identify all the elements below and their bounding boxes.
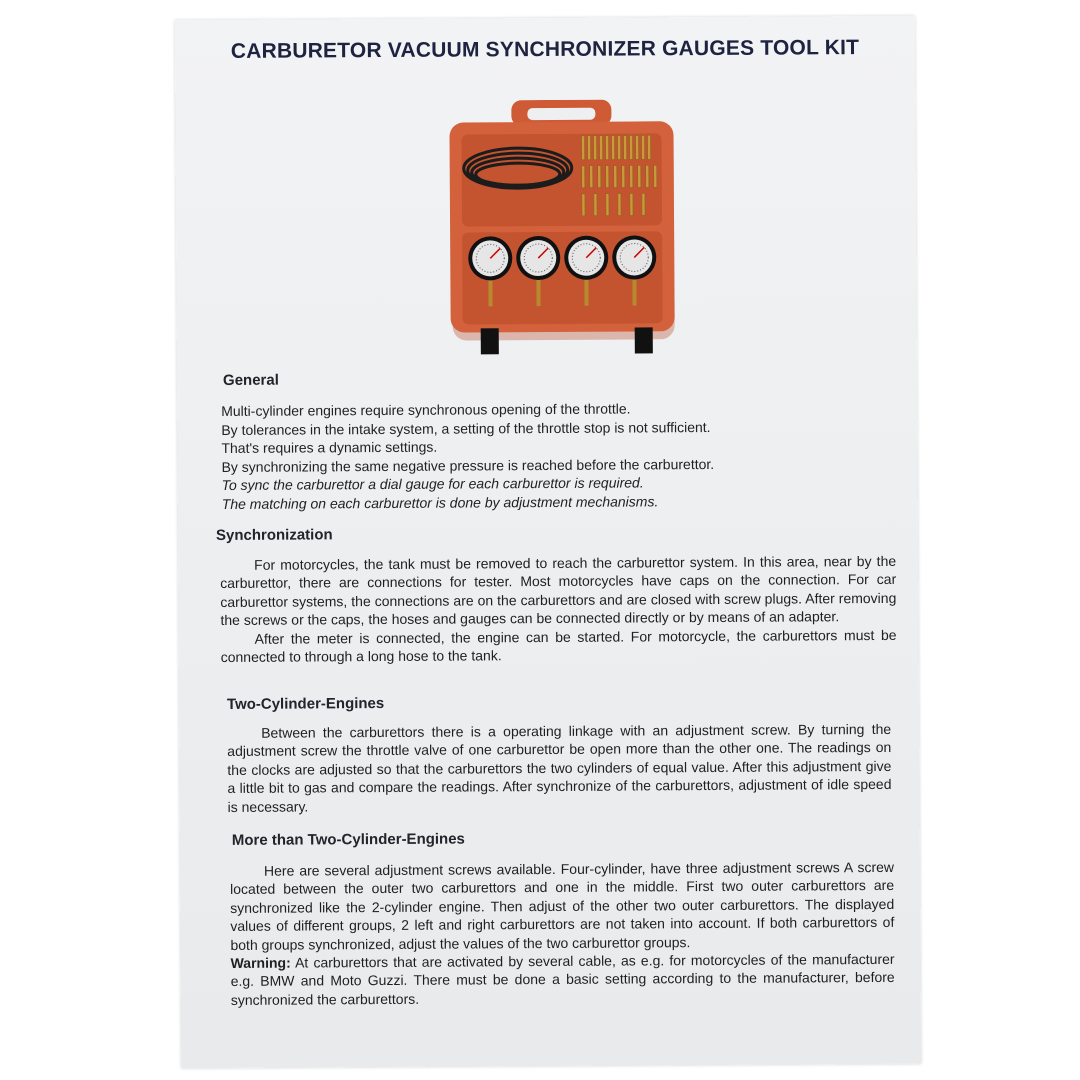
section-heading-more-than-two: More than Two-Cylinder-Engines — [231, 830, 465, 849]
section-heading-general: General — [222, 371, 279, 389]
general-line: That's requires a dynamic settings. — [221, 438, 438, 457]
case-foot-left — [481, 328, 499, 354]
general-line: The matching on each carburettor is done by adjustment mechanisms. — [221, 493, 659, 512]
general-line: By tolerances in the intake system, a setting of the throttle stop is not sufficient. — [221, 418, 711, 438]
tool-kit-photo — [447, 99, 679, 360]
general-line: By synchronizing the same negative pressure is reached before the carburettor. — [221, 455, 715, 475]
more-than-two-text — [230, 858, 895, 1009]
paragraph: After the meter is connected, the engine can be started. For motorcycle, the carburettors must be connected to through a long hose to the tank. — [220, 626, 897, 666]
instruction-sheet — [175, 16, 921, 1069]
warning-label: Warning: — [230, 954, 291, 971]
warning-paragraph — [231, 950, 895, 1009]
paragraph: Here are several adjustment screws available. Four-cylinder, have three adjustment screws A screw located between the outer two carburettors and one in the middle. First two outer carburettors are synchronized like the 2-cylinder engine. Then adjust of the other two outer carburettors. The displayed values of different groups, 2 left and right carburettors are not taken into account. If both carburettors of both groups synchronized, adjust the values of the two carburettor groups. — [230, 858, 895, 953]
warning-text: At carburettors that are activated by several cable, as e.g. for motorcycles of the manufacturer e.g. BMW and Moto Guzzi. There must be done a basic setting according to the manufacturer, before synchronized the carburettors. — [230, 950, 895, 1008]
general-line: To sync the carburettor a dial gauge for each carburettor is required. — [221, 474, 644, 494]
paragraph: Between the carburettors there is a operating linkage with an adjustment screw. By turning the adjustment screw the throttle valve of one carburettor be open more than the other one. The readings on the clocks are adjusted so that the carburettors the two cylinders of equal value. After this adjustment give a little bit to gas and compare the readings. After synchronize of the carburettors, adjustment of idle speed is necessary. — [227, 720, 892, 815]
two-cylinder-text — [227, 720, 892, 816]
section-heading-synchronization: Synchronization — [215, 526, 333, 545]
paragraph: For motorcycles, the tank must be removed to reach the carburettor system. In this area, near by the carburettor, there are connections for tester. Most motorcycles have caps on the connection. For car carburettor systems, the connections are on the carburettors and are closed with screw plugs. After removing the screws or the caps, the hoses and gauges can be connected directly or by means of an adapter. — [220, 552, 897, 629]
synchronization-text — [220, 552, 897, 667]
general-line: Multi-cylinder engines require synchronous opening of the throttle. — [221, 400, 631, 419]
section-heading-two-cylinder: Two-Cylinder-Engines — [226, 695, 385, 713]
case-foot-right — [635, 327, 653, 353]
general-text — [221, 398, 882, 514]
document-title: CARBURETOR VACUUM SYNCHRONIZER GAUGES TOOL KIT — [230, 36, 860, 63]
